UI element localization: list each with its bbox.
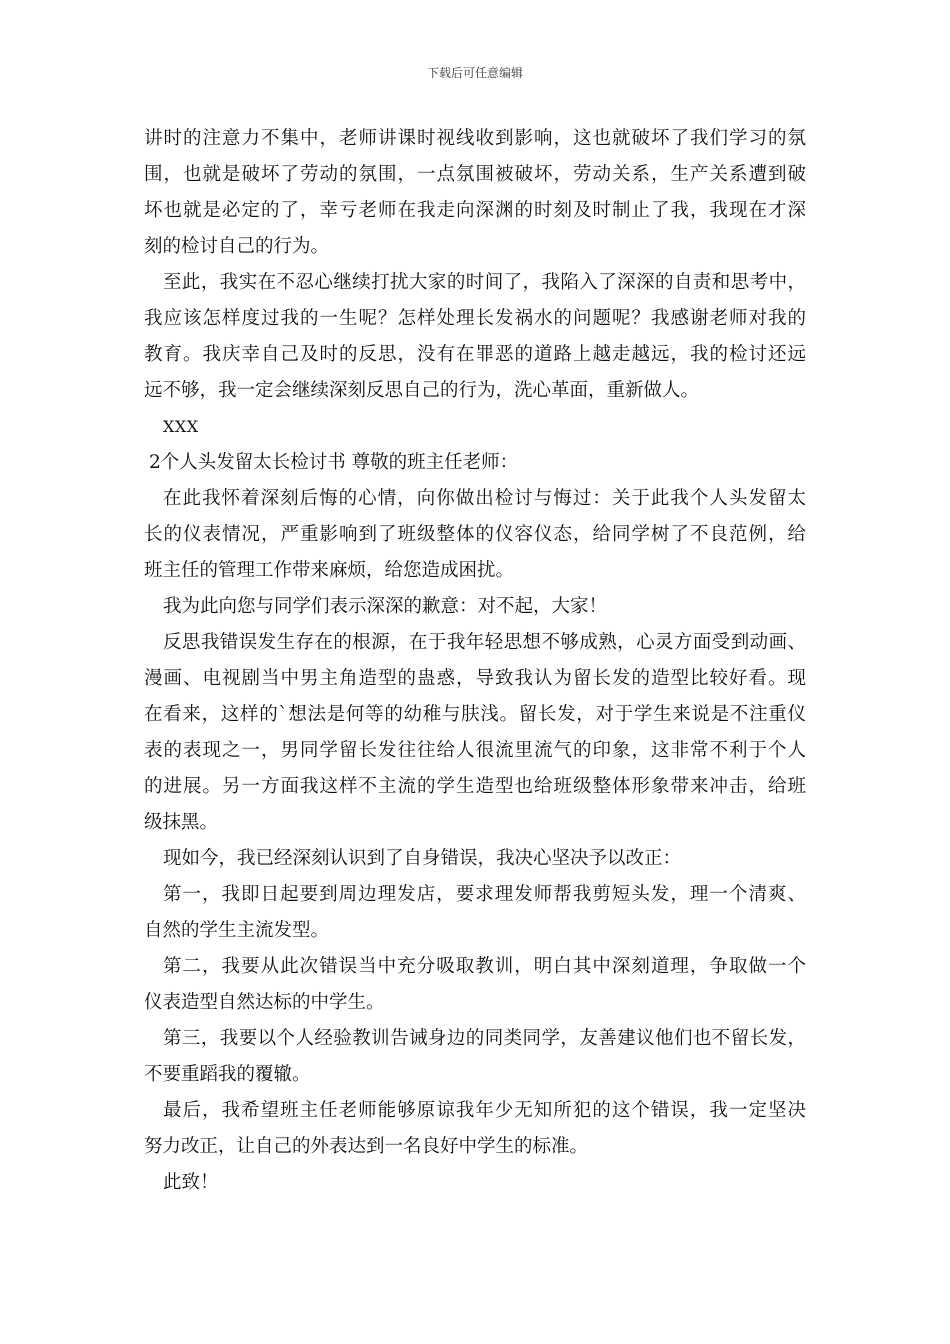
paragraph-line: 坏也就是必定的了，幸亏老师在我走向深渊的时刻及时制止了我，我现在才深 xyxy=(144,200,806,221)
paragraph-line: 讲时的注意力不集中，老师讲课时视线收到影响，这也就破坏了我们学习的氛 xyxy=(144,128,806,149)
paragraph-line: 远不够，我一定会继续深刻反思自己的行为，洗心革面，重新做人。 xyxy=(144,380,700,401)
section-heading: 2个人头发留太长检讨书 尊敬的班主任老师： xyxy=(149,452,519,473)
paragraph-line: 在看来，这样的`想法是何等的幼稚与肤浅。留长发，对于学生来说是不注重仪 xyxy=(144,704,806,725)
paragraph-line: 努力改正，让自己的外表达到一名良好中学生的标准。 xyxy=(144,1136,589,1157)
document-body xyxy=(144,121,806,1201)
paragraph-line: 在此我怀着深刻后悔的心情，向你做出检讨与悔过：关于此我个人头发留太 xyxy=(163,488,806,509)
paragraph-line: 围，也就是破坏了劳动的氛围，一点氛围被破坏，劳动关系，生产关系遭到破 xyxy=(144,164,806,185)
paragraph-line: 反思我错误发生存在的根源，在于我年轻思想不够成熟，心灵方面受到动画、 xyxy=(163,632,806,653)
paragraph-line: 自然的学生主流发型。 xyxy=(144,920,330,941)
paragraph-line: 我为此向您与同学们表示深深的歉意：对不起，大家！ xyxy=(163,596,608,617)
closing-line: 此致！ xyxy=(163,1172,219,1193)
signature-line: XXX xyxy=(163,417,199,436)
page-header: 下载后可任意编辑 xyxy=(426,66,523,80)
paragraph-line: 教育。我庆幸自己及时的反思，没有在罪恶的道路上越走越远，我的检讨还远 xyxy=(144,344,806,365)
paragraph-line: 长的仪表情况，严重影响到了班级整体的仪容仪态，给同学树了不良范例，给 xyxy=(144,524,806,545)
paragraph-line: 仪表造型自然达标的中学生。 xyxy=(144,992,385,1013)
paragraph-line: 现如今，我已经深刻认识到了自身错误，我决心坚决予以改正： xyxy=(163,848,682,869)
paragraph-line: 不要重蹈我的覆辙。 xyxy=(144,1064,311,1085)
paragraph-line: 至此，我实在不忍心继续打扰大家的时间了，我陷入了深深的自责和思考中， xyxy=(163,272,806,293)
paragraph-line: 漫画、电视剧当中男主角造型的蛊惑，导致我认为留长发的造型比较好看。现 xyxy=(144,668,806,689)
paragraph-line: 刻的检讨自己的行为。 xyxy=(144,236,330,257)
paragraph-line: 级抹黑。 xyxy=(144,812,219,833)
paragraph-line: 的进展。另一方面我这样不主流的学生造型也给班级整体形象带来冲击，给班 xyxy=(144,776,806,797)
paragraph-line: 最后，我希望班主任老师能够原谅我年少无知所犯的这个错误，我一定坚决 xyxy=(163,1100,806,1121)
paragraph-line: 第三，我要以个人经验教训告诫身边的同类同学，友善建议他们也不留长发， xyxy=(163,1028,806,1049)
paragraph-line: 我应该怎样度过我的一生呢？怎样处理长发祸水的问题呢？我感谢老师对我的 xyxy=(144,308,806,329)
paragraph-line: 第二，我要从此次错误当中充分吸取教训，明白其中深刻道理，争取做一个 xyxy=(163,956,806,977)
paragraph-line: 班主任的管理工作带来麻烦，给您造成困扰。 xyxy=(144,560,515,581)
paragraph-line: 第一，我即日起要到周边理发店，要求理发师帮我剪短头发，理一个清爽、 xyxy=(163,884,806,905)
paragraph-line: 表的表现之一，男同学留长发往往给人很流里流气的印象，这非常不利于个人 xyxy=(144,740,806,761)
